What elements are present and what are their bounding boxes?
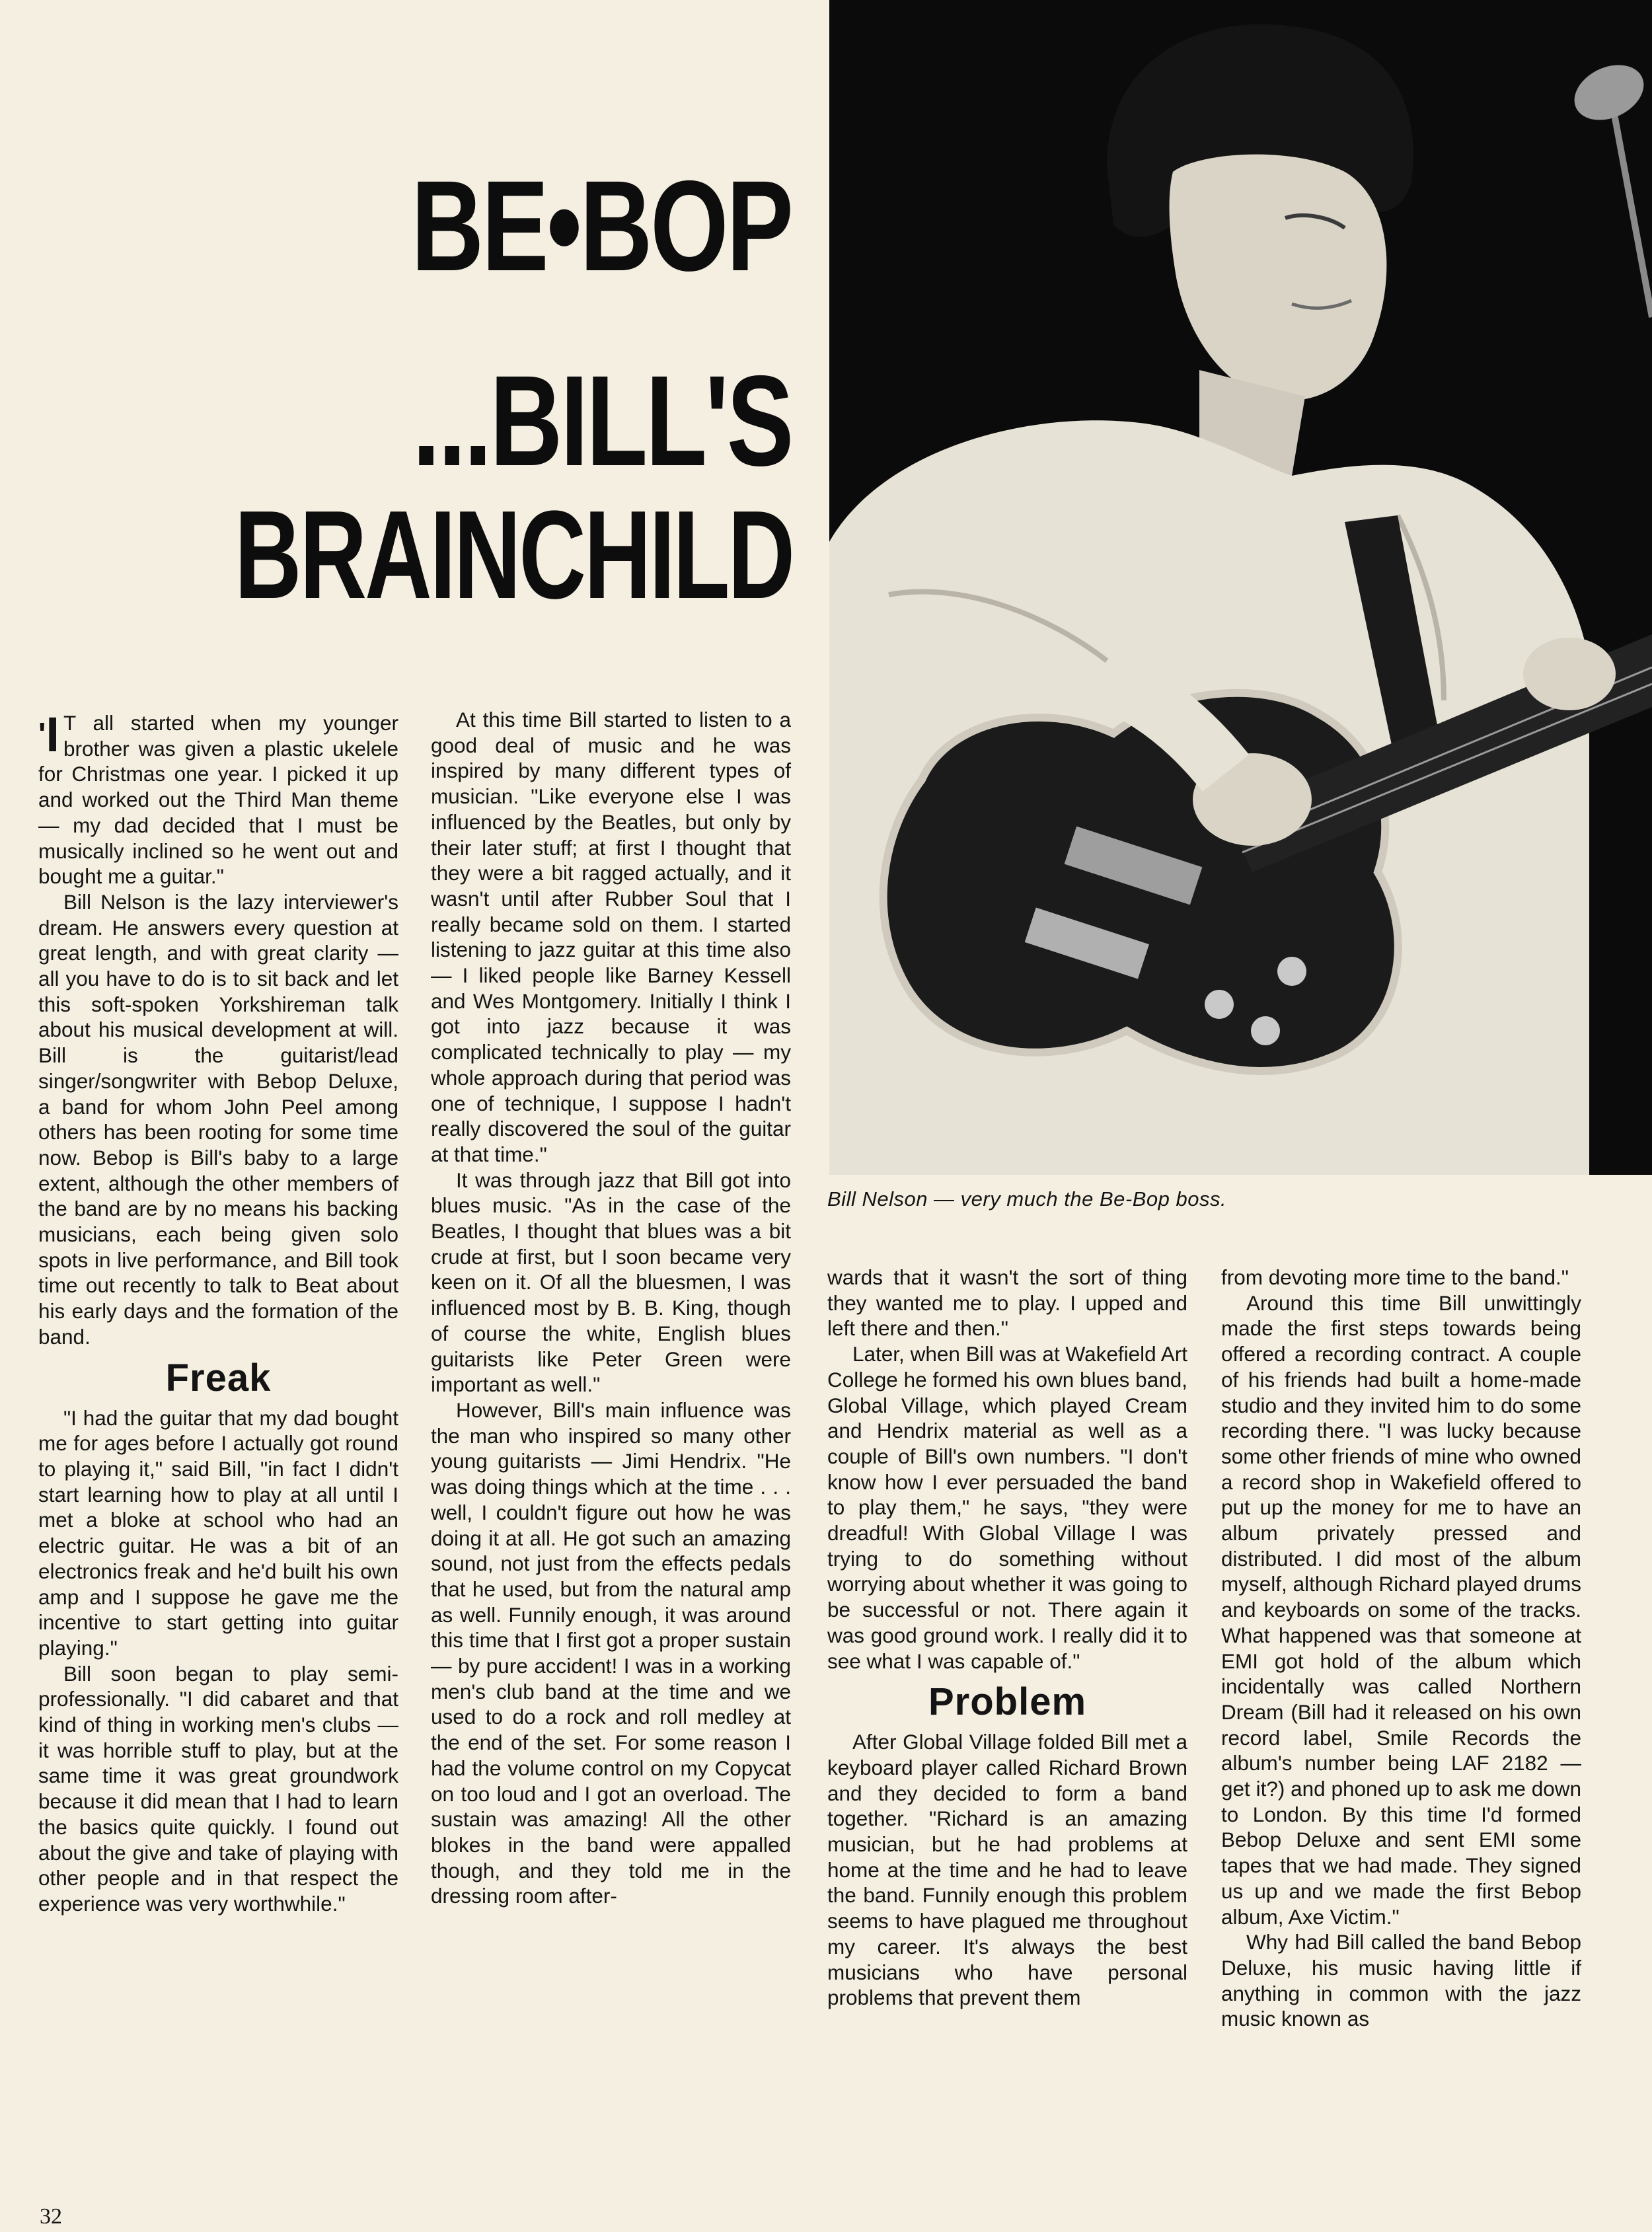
drop-cap: 'I [38, 707, 59, 762]
page-number: 32 [40, 2204, 62, 2229]
paragraph: However, Bill's main influence was the man who inspired so many other young guitarists — Jimi Hendrix. "He was doing things which at the time . . . well, I couldn't figure out how he was doing it at all. He got such an amazing sound, not just from the effects pedals that he used, but from the natural amp as well. Funnily enough, it was around this time that I first got a proper sustain — by pure accident! I was in a working men's club band at the time and we used to do a rock and roll medley at the end of the set. For some reason I had the volume control on my Copycat on too loud and I got an overload. The sustain was amazing! All the other blokes in the band were appalled though, and they told me in the dressing room after- [431, 1397, 791, 1908]
guitarist-photo-illustration [829, 0, 1652, 1175]
paragraph-intro: 'I T all started when my younger brother was given a plastic ukelele for Christmas one year. I picked it up and worked out the Third Man theme — my dad decided that I must be musically inclined so he went out and bought me a guitar." [38, 707, 398, 889]
paragraph: from devoting more time to the band." [1221, 1265, 1569, 1289]
concert-photo [829, 0, 1652, 1175]
headline-line-2: ...BILL'S [412, 349, 792, 493]
subhead-problem: Problem [928, 1680, 1087, 1724]
paragraph: At this time Bill started to listen to a good deal of music and he was inspired by many different types of musician. "Like everyone else I was influenced by the Beatles, but only by their later stuff; at first I thought that they were a bit ragged actually, and it wasn't until after Rubber Soul that I really became sold on them. I started listening to jazz guitar at this time also — I liked people like Barney Kessell and Wes Montgomery. Initially I think I got into jazz because it was complicated technically to play — my whole approach during that period was one of technique, I suppose I hadn't really discovered the soul of the guitar at that time." [431, 708, 791, 1166]
article-column-3 [827, 1265, 1187, 2011]
photo-caption: Bill Nelson — very much the Be-Bop boss. [827, 1187, 1227, 1210]
paragraph: Bill Nelson is the lazy interviewer's dream. He answers every question at great length, and with great clarity — all you have to do is to sit back and let this soft-spoken Yorkshireman talk about his musical development at will. Bill is the guitarist/lead singer/songwriter with Bebop Deluxe, a band for whom John Peel among others has been rooting for some time now. Bebop is Bill's baby to a large extent, although the other members of the band are by no means his backing musicians, each being given solo spots in live performance, and Bill took time out recently to talk to Beat about his early days and the formation of the band. [38, 889, 398, 1349]
paragraph: Around this time Bill unwittingly made the first steps towards being offered a recording contract. A couple of his friends had built a home-made studio and they invited him to do some recording there. "I was lucky because some other friends of mine who owned a record shop in Wakefield offered to put up the money for me to have an album privately pressed and distributed. I did most of the album myself, although Richard played drums and keyboards on some of the tracks. What happened was that someone at EMI got hold of the album which incidentally was called Northern Dream (Bill had it released on his own record label, Smile Records the album's number being LAF 2182 — get it?) and phoned up to ask me down to London. By this time I'd formed Bebop Deluxe and sent EMI some tapes that we had made. They signed us up and we made the first Bebop album, Axe Victim." [1221, 1290, 1581, 1929]
paragraph: "I had the guitar that my dad bought me for ages before I actually got round to playing it," said Bill, "in fact I didn't start learning how to play at all until I met a bloke at school who had an electric guitar. He was a bit of an electronics freak and he'd built his own amp and I suppose he gave me the incentive to start getting into guitar playing." [38, 1405, 398, 1660]
headline-line-3: BRAINCHILD [234, 485, 793, 625]
subhead-freak: Freak [165, 1356, 272, 1399]
paragraph: Later, when Bill was at Wakefield Art College he formed his own blues band, Global Village, which played Cream and Hendrix material as well as a couple of Bill's own numbers. "I don't know how I ever persuaded the band to play them," he says, "they were dreadful! With Global Village I was trying to do something without worrying about whether it was going to be successful or not. There again it was good ground work. I really did it to see what I was capable of." [827, 1342, 1187, 1673]
article-column-4 [1221, 1265, 1581, 2032]
paragraph: wards that it wasn't the sort of thing they wanted me to play. I upped and left there and then." [827, 1265, 1187, 1341]
paragraph: After Global Village folded Bill met a keyboard player called Richard Brown and they decided to form a band together. "Richard is an amazing musician, but he had problems at home at the time and he had to leave the band. Funnily enough this problem seems to have plagued me throughout my career. It's always the best musicians who have personal problems that prevent them [827, 1730, 1187, 2010]
paragraph: It was through jazz that Bill got into blues music. "As in the case of the Beatles, I thought that blues was a bit crude at first, but I soon became very keen on it. Of all the bluesmen, I was influenced most by B. B. King, though of course the white, English blues guitarists like Peter Green were important as well." [431, 1168, 791, 1397]
article-column-2 [431, 707, 791, 1909]
paragraph: Why had Bill called the band Bebop Deluxe, his music having little if anything in common with the jazz music known as [1221, 1930, 1581, 2031]
headline-line-1: BE•BOP [411, 154, 792, 298]
paragraph: Bill soon began to play semi-professionally. "I did cabaret and that kind of thing in working men's clubs — it was horrible stuff to play, but at the same time it was great groundwork because it did mean that I had to learn the basics quite quickly. I found out about the give and take of playing with other people and in that respect the experience was very worthwhile." [38, 1661, 398, 1916]
article-column-1 [38, 707, 398, 1917]
